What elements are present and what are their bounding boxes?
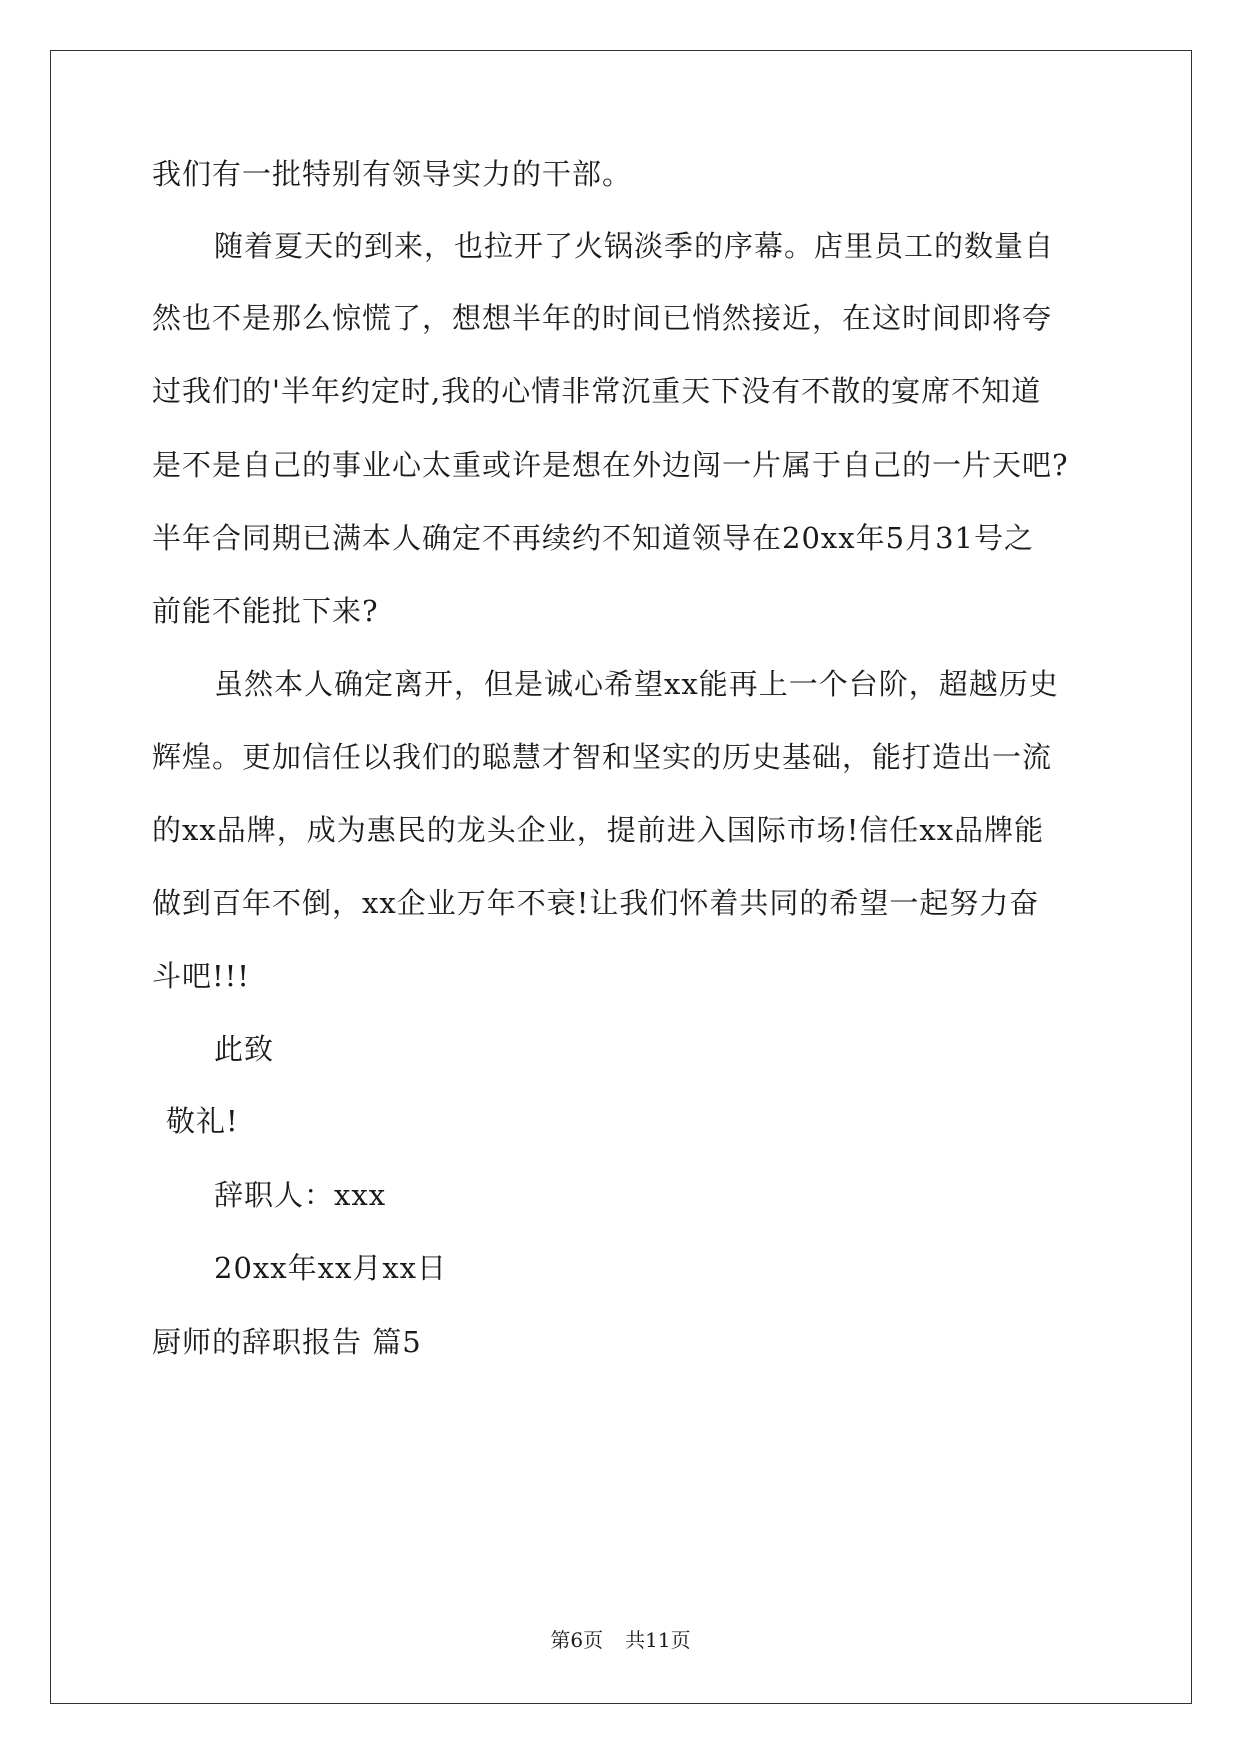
- text-line: 然也不是那么惊慌了，想想半年的时间已悄然接近，在这时间即将夸: [152, 301, 1053, 335]
- date-line: 20xx年xx月xx日: [214, 1251, 448, 1285]
- text-line: 我们有一批特别有领导实力的干部。: [152, 157, 633, 191]
- section-heading: 厨师的辞职报告 篇5: [152, 1325, 422, 1359]
- page-footer: [0, 1626, 1241, 1654]
- text-line: 虽然本人确定离开，但是诚心希望xx能再上一个台阶，超越历史: [214, 667, 1059, 701]
- text-line: 随着夏天的到来，也拉开了火锅淡季的序幕。店里员工的数量自: [214, 229, 1055, 263]
- text-line: 斗吧!!!: [152, 959, 250, 993]
- page-number-total: 共11页: [625, 1628, 691, 1652]
- text-line: 过我们的'半年约定时,我的心情非常沉重天下没有不散的宴席不知道: [152, 374, 1042, 408]
- page-number-current: 第6页: [550, 1628, 604, 1652]
- text-line: 前能不能批下来?: [152, 594, 379, 628]
- text-line: 做到百年不倒，xx企业万年不衰!让我们怀着共同的希望一起努力奋: [152, 886, 1040, 920]
- closing-regards: 敬礼!: [166, 1104, 239, 1138]
- text-line: 是不是自己的事业心太重或许是想在外边闯一片属于自己的一片天吧?: [152, 448, 1069, 482]
- text-line: 的xx品牌，成为惠民的龙头企业，提前进入国际市场!信任xx品牌能: [152, 813, 1045, 847]
- text-line: 半年合同期已满本人确定不再续约不知道领导在20xx年5月31号之: [152, 521, 1034, 555]
- signature-line: 辞职人：xxx: [214, 1178, 387, 1212]
- closing-salutation: 此致: [214, 1032, 275, 1066]
- text-line: 辉煌。更加信任以我们的聪慧才智和坚实的历史基础，能打造出一流: [152, 740, 1053, 774]
